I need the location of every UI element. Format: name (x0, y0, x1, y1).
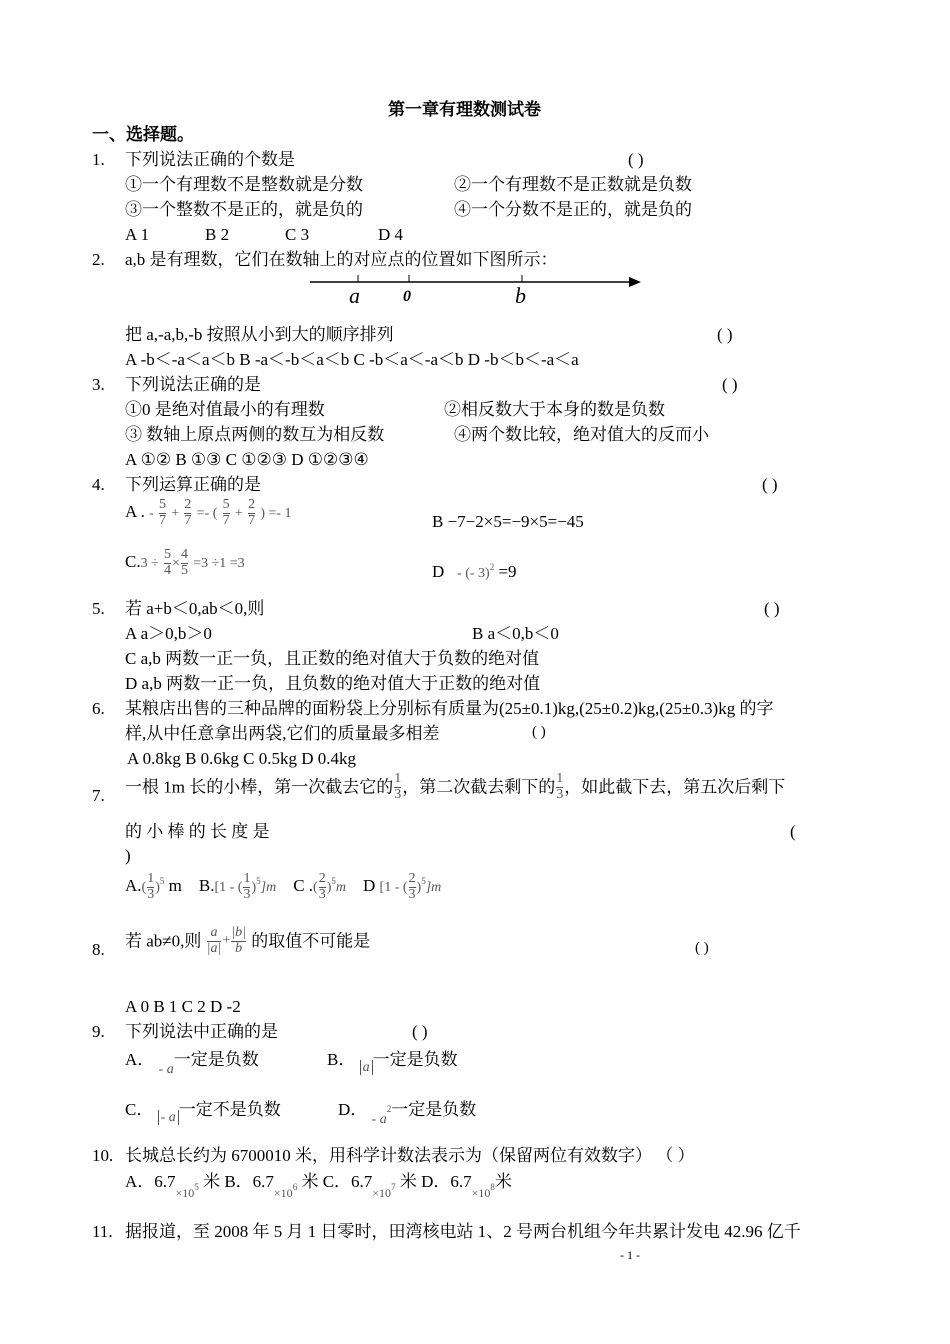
choice-d: D． $_{- a}^2$一定是负数 (338, 1100, 477, 1127)
choice: A a＞0,b＞0 (125, 624, 212, 643)
axis-label-b: b (515, 283, 526, 308)
choice: A 1 (125, 225, 150, 244)
question-number: 4. (92, 475, 105, 494)
question-stem: 据报道，至 2008 年 5 月 1 日零时，田湾核电站 1、2 号两台机组今年共累计发电 42.96 亿千 (125, 1222, 801, 1241)
fraction: $\frac{1}{3}$ (394, 771, 402, 802)
statement: ②一个有理数不是正数就是负数 (454, 175, 692, 194)
statement: ③一个整数不是正的，就是负的 (125, 200, 363, 219)
choice-a: A． $_{- a}$一定是负数 (125, 1050, 259, 1077)
choice: B 2 (205, 225, 230, 244)
question-number: 6. (92, 699, 105, 718)
choice-label: A . (125, 502, 145, 522)
fraction: $\frac{2}{7}$ (184, 497, 192, 528)
question-number: 2. (92, 250, 105, 269)
choice-c-formula: C.3 ÷ $\frac{5}{4}$ × $\frac{4}{5}$ =3 ÷1 =3 (125, 547, 245, 578)
choice-c: C． $_{- a}$ 一定不是负数 (125, 1100, 281, 1125)
fraction: $\frac{2}{3}$ (408, 871, 416, 902)
minus-sign: - (149, 506, 154, 522)
question-number: 7. (92, 786, 105, 805)
question-stem: 下列说法正确的个数是 (125, 150, 295, 169)
fraction: $\frac{5}{7}$ (222, 497, 230, 528)
question-stem: 下列运算正确的是 (125, 475, 261, 494)
number-line-figure (305, 270, 645, 310)
answer-paren-close: ) (125, 846, 131, 865)
fraction: $\frac{5}{4}$ (164, 547, 172, 578)
choice-label: C. (125, 552, 141, 572)
question-number: 10. (92, 1146, 114, 1165)
choice: B a＜0,b＜0 (472, 624, 559, 643)
choice-b: B． $_a$ 一定是负数 (327, 1050, 458, 1075)
fraction: $\frac{2}{3}$ (318, 871, 326, 902)
fraction: $\frac{4}{5}$ (180, 547, 188, 578)
answer-paren: ( ) (722, 375, 738, 394)
answer-paren: ( ) (717, 325, 733, 344)
question-number: 11. (92, 1222, 113, 1241)
fraction: $\frac{2}{7}$ (248, 497, 256, 528)
answer-paren: ( ) (412, 1022, 428, 1041)
question-stem: 下列说法正确的是 (125, 375, 261, 394)
fraction: $\frac{1}{3}$ (556, 771, 564, 802)
statement: ④一个分数不是正的，就是负的 (454, 200, 692, 219)
choices-row: A 0.8kg B 0.6kg C 0.5kg D 0.4kg (127, 749, 357, 768)
question-stem: a,b 是有理数，它们在数轴上的对应点的位置如下图所示： (125, 250, 558, 269)
statement: ①0 是绝对值最小的有理数 (125, 400, 325, 419)
page-title: 第一章有理数测试卷 (388, 100, 541, 119)
answer-paren: ( ) (762, 475, 778, 494)
choice-label: D (432, 562, 445, 581)
fraction: $\frac{|b|}{b}$ (231, 925, 246, 956)
question-number: 3. (92, 375, 105, 394)
section-heading: 一、选择题。 (92, 125, 194, 144)
choice-a-formula: A . - $\frac{5}{7}$ + $\frac{2}{7}$ =- ( $\frac{5}{7}$ + $\frac{2}{7}$ ) =- 1 (125, 497, 292, 528)
choice-label: D (363, 876, 376, 896)
fraction: $\frac{a}{|a|}$ (206, 925, 222, 956)
choice-label: C . (293, 876, 314, 896)
choice: D 4 (378, 225, 404, 244)
statement: ②相反数大于本身的数是负数 (444, 400, 665, 419)
fraction: $\frac{1}{3}$ (147, 871, 155, 902)
question-line: 把 a,-a,b,-b 按照从小到大的顺序排列 (125, 325, 394, 344)
choices-row: A -b＜-a＜a＜b B -a＜-b＜a＜b C -b＜a＜-a＜b D -b＜b＜-a＜a (125, 350, 579, 369)
answer-paren: ( ) (628, 150, 644, 169)
statement: ①一个有理数不是整数就是分数 (125, 175, 363, 194)
fraction: $\frac{1}{3}$ (243, 871, 251, 902)
choice-b: B −7−2×5=−9×5=−45 (432, 512, 584, 531)
choices-row: A 0 B 1 C 2 D -2 (125, 997, 241, 1016)
question-number: 9. (92, 1022, 105, 1041)
page-number: - 1 - (620, 1248, 640, 1262)
choice-d-formula: D - (- 3)$^2$ =9 (432, 562, 517, 581)
question-number: 1. (92, 150, 105, 169)
answer-paren: ( ) (764, 599, 780, 618)
question-stem: 若 a+b＜0,ab＜0,则 (125, 599, 265, 618)
question-line: 的 小 棒 的 长 度 是 (125, 822, 270, 841)
answer-paren-open: ( (790, 822, 796, 841)
q7-choices: A.( $\frac{1}{3}$ )$^5$ m B.[1 - ( $\frac{1}{3}$ )$^5$]m C .( $\frac{2}{3}$ )$^5$m D [1 - ( $\frac{2}{3}$ )$^5$]m (125, 871, 442, 902)
question-number: 5. (92, 599, 105, 618)
question-line: 样,从中任意拿出两袋,它们的质量最多相差 (125, 724, 440, 743)
choice: C a,b 两数一正一负，且正数的绝对值大于负数的绝对值 (125, 649, 540, 668)
choices-row: A ①② B ①③ C ①②③ D ①②③④ (125, 450, 369, 469)
choice-label: A. (125, 876, 142, 896)
question-stem: 长城总长约为 6700010 米，用科学计数法表示为（保留两位有效数字） （ ） (125, 1146, 695, 1165)
answer-paren: ( ) (532, 724, 546, 740)
fraction: $\frac{5}{7}$ (159, 497, 167, 528)
statement: ④两个数比较，绝对值大的反而小 (454, 425, 709, 444)
choice: C 3 (285, 225, 310, 244)
question-stem: 若 ab≠0,则 $\frac{a}{|a|}$ + $\frac{|b|}{b}$ 的取值不可能是 (125, 925, 371, 956)
statement: ③ 数轴上原点两侧的数互为相反数 (125, 425, 385, 444)
axis-label-a: a (349, 283, 360, 308)
answer-paren: ( ) (695, 940, 709, 956)
question-stem: 某粮店出售的三种品牌的面粉袋上分别标有质量为(25±0.1)kg,(25±0.2)kg,(25±0.3)kg 的字 (125, 699, 774, 718)
axis-label-zero: 0 (403, 288, 411, 305)
question-number: 8. (92, 940, 105, 959)
choice-label: B. (198, 876, 215, 896)
choice: D a,b 两数一正一负，且负数的绝对值大于正数的绝对值 (125, 674, 541, 693)
question-stem: 下列说法中正确的是 (125, 1022, 278, 1041)
question-stem: 一根 1m 长的小棒，第一次截去它的 $\frac{1}{3}$ ，第二次截去剩下的 $\frac{1}{3}$ ，如此截下去，第五次后剩下 (125, 771, 786, 802)
q10-choices: A．$6.7_{\times 10^5}$ 米 B．$6.7_{\times 10^6}$ 米 C．$6.7_{\times 10^7}$ 米 D．$6.7_{\times 10^8}$米 (125, 1172, 512, 1200)
